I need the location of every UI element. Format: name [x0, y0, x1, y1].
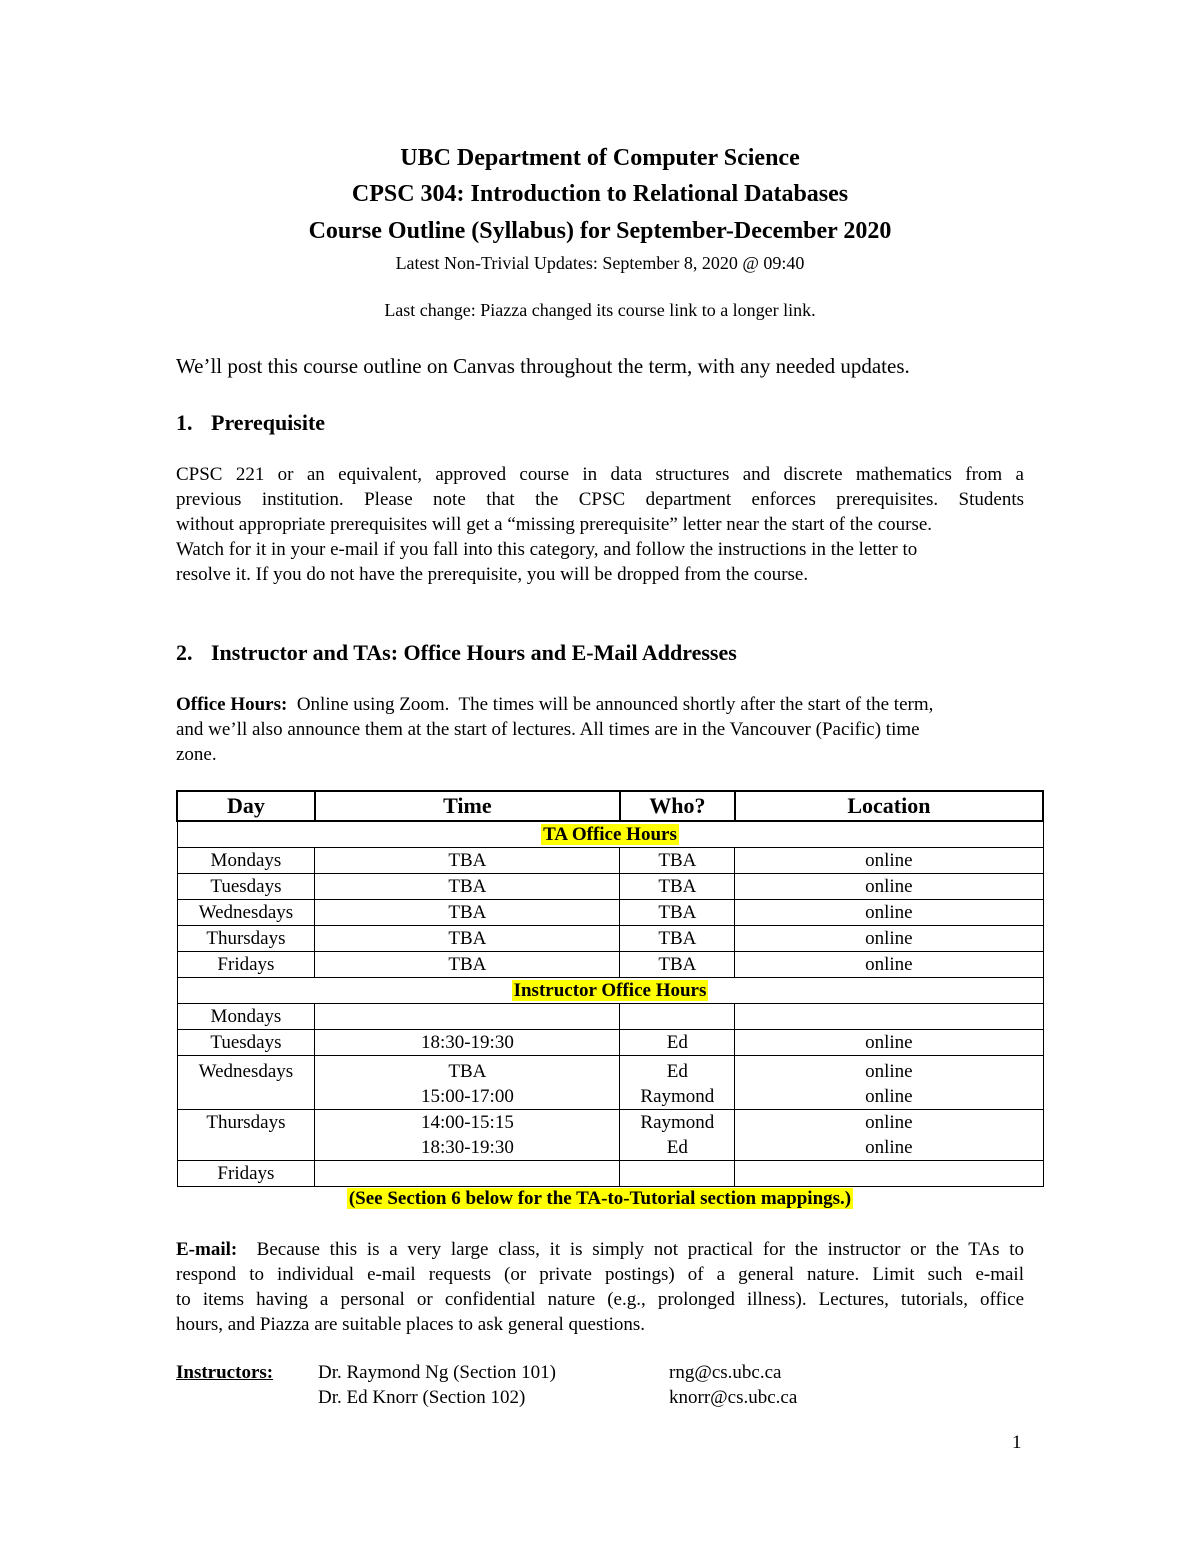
instructor-office-hours-title: Instructor Office Hours	[513, 980, 707, 1001]
table-header-row	[177, 791, 1043, 821]
table-row	[177, 1056, 1043, 1110]
cell-location	[735, 1110, 1043, 1161]
cell-day: Wednesdays	[177, 900, 315, 926]
header-day: Day	[177, 791, 315, 821]
paragraph-line: to items having a personal or confidential nature (e.g., prolonged illness). Lectures, tutorials, office	[176, 1289, 1024, 1310]
cell-day: Fridays	[177, 952, 315, 978]
cell-location: online	[735, 874, 1043, 900]
table-row	[177, 952, 1043, 978]
cell-time: 18:30-19:30	[315, 1030, 620, 1056]
time-line: TBA	[448, 1061, 487, 1082]
cell-who	[620, 1056, 735, 1110]
table-row	[177, 1161, 1043, 1187]
instructor-name: Dr. Raymond Ng (Section 101)	[318, 1362, 557, 1383]
latest-updates: Latest Non-Trivial Updates: September 8, 2020 @ 09:40	[395, 253, 805, 273]
paragraph-line	[176, 692, 1024, 717]
cell-location: online	[735, 848, 1043, 874]
cell-day: Tuesdays	[177, 1030, 315, 1056]
cell-day: Thursdays	[177, 1110, 315, 1161]
cell-day: Mondays	[177, 1004, 315, 1030]
paragraph-line: previous institution. Please note that the CPSC department enforces prerequisites. Students	[176, 489, 1024, 510]
paragraph-line	[176, 1237, 1024, 1262]
location-line: online	[865, 1061, 913, 1082]
cell-who	[620, 1004, 735, 1030]
cell-time: TBA	[315, 874, 620, 900]
cell-who	[620, 1161, 735, 1187]
table-row	[177, 926, 1043, 952]
who-line: Raymond	[640, 1112, 715, 1133]
section-1-number: 1.	[176, 410, 193, 435]
table-row	[177, 874, 1043, 900]
cell-time: TBA	[315, 926, 620, 952]
last-change: Last change: Piazza changed its course link to a longer link.	[384, 300, 816, 320]
paragraph-line: resolve it. If you do not have the prerequisite, you will be dropped from the course.	[176, 564, 809, 585]
outline-title: Course Outline (Syllabus) for September-December 2020	[308, 218, 892, 244]
section-1-title: Prerequisite	[211, 410, 326, 435]
ta-section-row	[177, 821, 1043, 848]
cell-location: online	[735, 900, 1043, 926]
cell-who: Ed	[620, 1030, 735, 1056]
paragraph-line: without appropriate prerequisites will get a “missing prerequisite” letter near the start of the course.	[176, 514, 933, 535]
paragraph-line: and we’ll also announce them at the start of lectures. All times are in the Vancouver (Pacific) time	[176, 719, 920, 740]
cell-day: Wednesdays	[177, 1056, 315, 1110]
section-2-title: Instructor and TAs: Office Hours and E-Mail Addresses	[211, 640, 737, 665]
cell-day: Mondays	[177, 848, 315, 874]
cell-day: Tuesdays	[177, 874, 315, 900]
time-line: 18:30-19:30	[420, 1137, 514, 1158]
cell-time	[315, 1004, 620, 1030]
prerequisite-paragraph	[176, 462, 1024, 587]
table-row	[177, 1004, 1043, 1030]
table-row	[177, 848, 1043, 874]
paragraph-line: respond to individual e-mail requests (or private postings) of a general nature. Limit such e-mail	[176, 1264, 1024, 1285]
paragraph-line: CPSC 221 or an equivalent, approved course in data structures and discrete mathematics from a	[176, 464, 1024, 485]
cell-who: TBA	[620, 952, 735, 978]
cell-location: online	[735, 926, 1043, 952]
cell-time: TBA	[315, 848, 620, 874]
who-line: Ed	[666, 1061, 688, 1082]
cell-location	[735, 1161, 1043, 1187]
section-1-heading	[176, 410, 325, 436]
email-paragraph	[176, 1237, 1024, 1337]
email-label: E-mail:	[176, 1239, 238, 1260]
section-2-number: 2.	[176, 640, 193, 665]
instructor-email[interactable]: knorr@cs.ubc.ca	[669, 1387, 798, 1408]
cell-location	[735, 1004, 1043, 1030]
who-line: Ed	[666, 1137, 688, 1158]
email-text: Because this is a very large class, it is simply not practical for the instructor or the TAs to	[237, 1239, 1024, 1260]
cell-location: online	[735, 952, 1043, 978]
location-line: online	[865, 1137, 913, 1158]
cell-time: TBA	[315, 900, 620, 926]
cell-time	[315, 1110, 620, 1161]
office-hours-text: Online using Zoom. The times will be announced shortly after the start of the term,	[287, 694, 934, 715]
paragraph-line: hours, and Piazza are suitable places to ask general questions.	[176, 1314, 646, 1335]
table-row	[177, 1110, 1043, 1161]
who-line: Raymond	[640, 1086, 715, 1107]
cell-who	[620, 1110, 735, 1161]
location-line: online	[865, 1086, 913, 1107]
cell-time	[315, 1056, 620, 1110]
cell-who: TBA	[620, 900, 735, 926]
paragraph-line: zone.	[176, 744, 217, 765]
cell-location: online	[735, 1030, 1043, 1056]
table-row	[177, 900, 1043, 926]
header-time: Time	[315, 791, 620, 821]
header-location: Location	[735, 791, 1043, 821]
instructor-name: Dr. Ed Knorr (Section 102)	[318, 1387, 526, 1408]
office-hours-paragraph	[176, 692, 1024, 767]
instructor-section-row	[177, 978, 1043, 1004]
cell-time	[315, 1161, 620, 1187]
header-who: Who?	[620, 791, 735, 821]
intro-text: We’ll post this course outline on Canvas throughout the term, with any needed updates.	[176, 354, 910, 378]
table-note	[0, 1186, 1200, 1211]
cell-day: Thursdays	[177, 926, 315, 952]
office-hours-table	[176, 790, 1044, 1187]
department-title: UBC Department of Computer Science	[400, 145, 800, 171]
cell-day: Fridays	[177, 1161, 315, 1187]
ta-mapping-note: (See Section 6 below for the TA-to-Tutorial section mappings.)	[348, 1188, 852, 1209]
ta-office-hours-title: TA Office Hours	[543, 824, 677, 845]
cell-who: TBA	[620, 848, 735, 874]
course-title: CPSC 304: Introduction to Relational Databases	[351, 181, 849, 207]
location-line: online	[865, 1112, 913, 1133]
cell-who: TBA	[620, 926, 735, 952]
instructors-label: Instructors:	[176, 1362, 274, 1383]
cell-location	[735, 1056, 1043, 1110]
office-hours-label: Office Hours:	[176, 694, 288, 715]
time-line: 14:00-15:15	[420, 1112, 514, 1133]
table-row	[177, 1030, 1043, 1056]
time-line: 15:00-17:00	[420, 1086, 514, 1107]
instructor-email[interactable]: rng@cs.ubc.ca	[669, 1362, 782, 1383]
section-2-heading	[176, 640, 737, 666]
page-number: 1	[1012, 1432, 1022, 1453]
cell-time: TBA	[315, 952, 620, 978]
paragraph-line: Watch for it in your e-mail if you fall into this category, and follow the instructions in the letter to	[176, 539, 918, 560]
cell-who: TBA	[620, 874, 735, 900]
